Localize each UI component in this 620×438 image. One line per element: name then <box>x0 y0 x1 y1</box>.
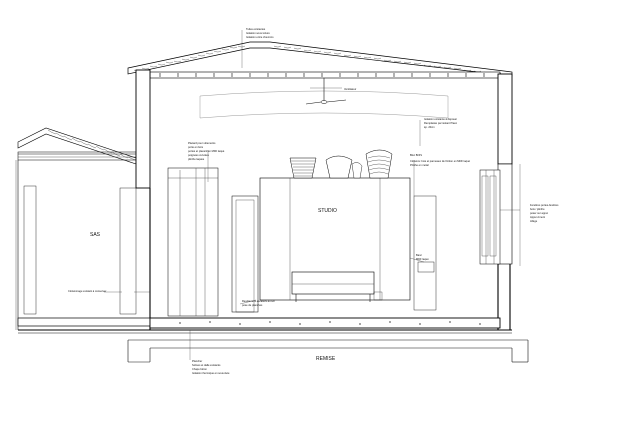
floor-slabs <box>18 318 528 362</box>
note-floor-1: Plancher <box>192 360 203 363</box>
room-sas-label: SAS <box>90 232 101 238</box>
sas-door <box>24 186 150 314</box>
note-bed-2: pose de planches <box>242 304 263 307</box>
note-floor-3: Chape béton <box>192 368 207 371</box>
note-left-5: plinthe laquée <box>188 158 205 161</box>
windows <box>480 170 500 264</box>
note-floor-4: Isolation thermique en sous-face <box>192 372 230 375</box>
main-roof <box>128 42 512 78</box>
note-window-2: bois / plinthe <box>530 208 545 211</box>
note-bench-1: Banc <box>416 254 422 257</box>
note-fan: Ventilateur <box>344 88 357 91</box>
wardrobe <box>168 168 258 316</box>
baskets <box>290 150 392 178</box>
note-left-3: portes et placard en MDF laqué <box>188 150 225 153</box>
note-ceiling-2: Remplacée par isolant Placo <box>424 122 458 125</box>
note-roof-1: Tuiles existantes <box>246 28 266 31</box>
room-studio-label: STUDIO <box>318 208 337 214</box>
annex-roof <box>18 128 136 164</box>
note-window-1: Fenêtres portes-fenêtres <box>530 204 559 207</box>
note-window-5: Allège <box>530 220 538 223</box>
note-ceiling-3: ép. 20cm <box>424 126 435 129</box>
note-ceiling-1: Isolation existante à déposer <box>424 118 458 121</box>
ceiling-fan <box>200 78 448 118</box>
note-right-1: Bloc BOIS <box>410 154 422 157</box>
note-floor-2: Solives et dalle existants <box>192 364 221 367</box>
note-bench-2: MDF laqué <box>416 258 429 261</box>
note-window-3: poser sur appui <box>530 212 548 215</box>
note-roof-3: Isolation entre chevrons <box>246 36 274 39</box>
note-roof-2: Isolation sous toiture <box>246 32 270 35</box>
note-bed-1: Revêtement escaliers au sol <box>242 300 275 303</box>
note-sas-wall: Cloisonnage existant à conserver <box>68 290 107 293</box>
note-left-1: Placard pour vêtements <box>188 142 216 145</box>
note-right-2: Cloisons: bois et panneaux de finition en MDF laqué <box>410 160 470 163</box>
note-left-4: poignées cuivrées <box>188 154 209 157</box>
note-left-2: porte en bois <box>188 146 203 149</box>
room-remise-label: REMISE <box>316 356 336 362</box>
note-right-3: Plinthe en métal <box>410 164 429 167</box>
note-window-4: Appui ciment <box>530 216 545 219</box>
